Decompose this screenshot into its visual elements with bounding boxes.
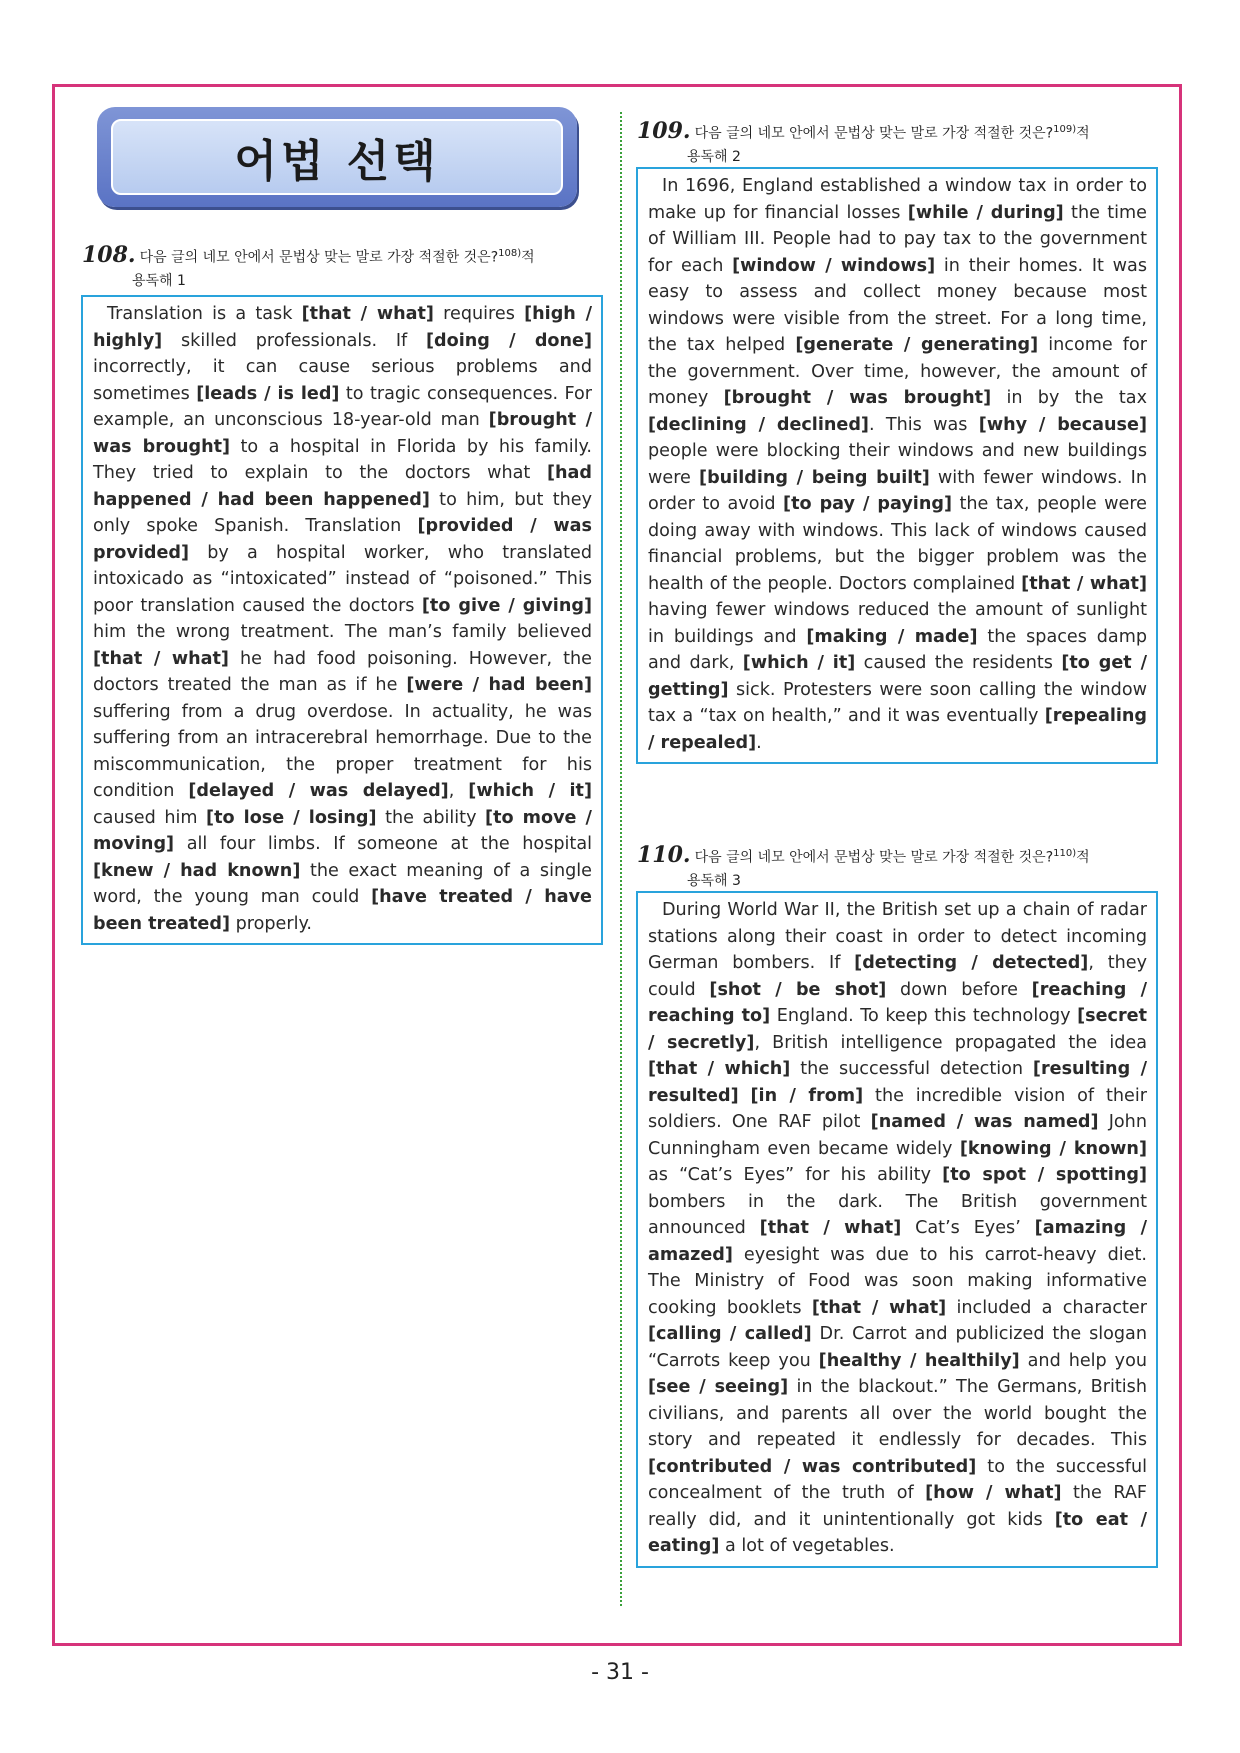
grammar-choice: [to spot / spotting] (942, 1165, 1147, 1185)
grammar-choice: [knew / had known] (93, 860, 301, 881)
section-title-plate (111, 119, 563, 195)
question-number: 108. (82, 241, 136, 268)
passage-segment: caused him (93, 807, 207, 828)
grammar-choice: [provided / was provided] (93, 516, 592, 563)
grammar-choice: [to give / giving] (421, 595, 592, 616)
grammar-choice: [resulting / resulted] (648, 1059, 1148, 1106)
passage-segment: caused the residents (855, 653, 1062, 673)
question-header-110 (637, 842, 1177, 893)
passage-segment: the RAF really did, and it unintentionally got kids (648, 1483, 1147, 1530)
passage-segment: Translation is a task (107, 304, 302, 324)
passage-box-109 (636, 167, 1158, 764)
passage-segment: incorrectly, it can cause serious problems and sometimes (93, 357, 592, 404)
grammar-choice: [calling / called] (648, 1324, 812, 1344)
grammar-choice: [how / what] (925, 1483, 1062, 1503)
passage-segment: to tragic consequences. For example, an unconscious 18-year-old man (93, 383, 592, 430)
grammar-choice: [to lose / losing] (206, 807, 377, 828)
grammar-choice: [that / what] (301, 304, 434, 324)
passage-segment: to the successful concealment of the truth of (648, 1456, 1147, 1503)
passage-segment: Cat’s Eyes’ (901, 1218, 1035, 1238)
passage-segment: the ability (376, 807, 486, 828)
grammar-choice: [declining / declined] (648, 414, 869, 435)
grammar-choice: [secret / secretly] (648, 1006, 1147, 1053)
passage-text (648, 173, 1147, 756)
passage-segment: the tax, people were doing away with windows. This lack of windows caused financial problems, but the bigger problem was the health of the people. Doctors complained (648, 494, 1148, 594)
grammar-choice: [which / it] (468, 781, 592, 801)
question-subtitle: 용독해 1 (132, 272, 186, 289)
passage-segment: In 1696, England established a window tax in order to make up for financial losses (648, 176, 1147, 223)
passage-segment: as “Cat’s Eyes” for his ability (648, 1165, 943, 1185)
passage-segment: properly. (229, 913, 312, 934)
grammar-choice: [amazing / amazed] (648, 1218, 1147, 1265)
passage-segment: to a hospital in Florida by his family. They tried to explain to the doctors what (93, 436, 592, 483)
grammar-choice: [that / what] (759, 1218, 902, 1238)
passage-segment: England. To keep this technology (770, 1006, 1078, 1026)
grammar-choice: [repealing / repealed] (648, 706, 1147, 753)
passage-segment: people were blocking their windows and new buildings were (648, 441, 1147, 488)
question-prompt-line (82, 242, 612, 270)
passage-segment: income for the government. Over time, however, the amount of money (648, 335, 1147, 408)
passage-segment: , they could (648, 953, 1147, 1000)
grammar-choice: [building / being built] (699, 467, 930, 488)
question-ref: 110) (1053, 848, 1077, 859)
passage-segment: John Cunningham even became widely (648, 1112, 1147, 1159)
grammar-choice: [brought / was brought] (93, 410, 593, 457)
grammar-choice: [in / from] (750, 1085, 864, 1106)
question-header-109 (637, 118, 1177, 169)
passage-segment: the successful detection (790, 1059, 1033, 1079)
grammar-choice: [making / made] (806, 626, 978, 647)
passage-segment: During World War II, the British set up a chain of radar stations along their coast in order to detect incoming German bombers. If (648, 900, 1147, 973)
passage-segment: by a hospital worker, who translated intoxicado as “intoxicated” instead of “poisoned.” This poor translation caused the doctors (93, 542, 592, 616)
passage-box-108 (81, 295, 603, 945)
grammar-choice: [see / seeing] (648, 1377, 789, 1397)
page-number: - 31 - (591, 1660, 649, 1685)
grammar-choice: [shot / be shot] (709, 979, 887, 1000)
grammar-choice: [why / because] (978, 414, 1147, 435)
grammar-choice: [were / had been] (406, 675, 592, 695)
passage-segment: skilled professionals. If (162, 330, 426, 351)
question-ref: 109) (1053, 124, 1077, 135)
grammar-choice: [brought / was brought] (723, 388, 992, 408)
grammar-choice: [which / it] (742, 653, 856, 673)
question-number: 110. (637, 841, 691, 868)
question-ref: 108) (498, 248, 522, 259)
passage-segment: having fewer windows reduced the amount of sunlight in buildings and (648, 600, 1147, 647)
question-ref-suffix: 적 (1076, 125, 1090, 142)
passage-segment: in by the tax (991, 388, 1147, 408)
passage-segment: the exact meaning of a single word, the young man could (93, 860, 592, 907)
question-subtitle: 용독해 2 (687, 148, 741, 165)
passage-segment: him the wrong treatment. The man’s family believed (93, 622, 592, 642)
grammar-choice: [high / highly] (93, 304, 592, 351)
grammar-choice: [window / windows] (732, 255, 936, 276)
passage-segment: eyesight was due to his carrot-heavy diet. The Ministry of Food was soon making informative cooking booklets (648, 1244, 1147, 1318)
passage-segment: all four limbs. If someone at the hospital (174, 834, 592, 854)
passage-segment: . This was (868, 414, 979, 435)
grammar-choice: [reaching / reaching to] (648, 979, 1147, 1026)
passage-text (648, 897, 1147, 1560)
grammar-choice: [to move / moving] (93, 807, 592, 854)
section-title: 어법 선택 (234, 136, 440, 187)
passage-segment: included a character (946, 1297, 1147, 1318)
grammar-choice: [to get / getting] (648, 653, 1147, 700)
passage-segment: in their homes. It was easy to assess and collect money because most windows were visible from the street. For a long time, the tax helped (648, 255, 1147, 355)
grammar-choice: [that / what] (811, 1297, 947, 1318)
question-header-108 (82, 242, 612, 293)
grammar-choice: [knowing / known] (959, 1138, 1147, 1159)
passage-segment: sick. Protesters were soon calling the window tax a “tax on health,” and it was eventually (648, 679, 1147, 726)
passage-segment: the spaces damp and dark, (648, 626, 1148, 673)
section-title-banner (97, 107, 577, 207)
passage-segment: with fewer windows. In order to avoid (648, 467, 1147, 514)
grammar-choice: [to eat / eating] (648, 1509, 1147, 1556)
question-prompt: 다음 글의 네모 안에서 문법상 맞는 말로 가장 적절한 것은? (139, 249, 499, 266)
question-subtitle: 용독해 3 (687, 872, 741, 889)
grammar-choice: [to pay / paying] (783, 494, 953, 514)
grammar-choice: [while / during] (907, 202, 1064, 223)
passage-segment: in the blackout.” The Germans, British civilians, and parents all over the world bought the story and repeated it endlessly for decades. This (648, 1377, 1147, 1450)
question-number: 109. (637, 117, 691, 144)
passage-segment: bombers in the dark. The British government announced (648, 1191, 1147, 1238)
passage-segment: he had food poisoning. However, the doctors treated the man as if he (93, 648, 592, 695)
passage-segment: requires (433, 304, 525, 324)
question-prompt-line (637, 118, 1177, 146)
question-ref-suffix: 적 (1076, 849, 1090, 866)
passage-segment: the time of William III. People had to pay tax to the government for each (648, 202, 1147, 276)
passage-segment: , (448, 781, 469, 801)
passage-segment: a lot of vegetables. (719, 1536, 895, 1556)
grammar-choice: [contributed / was contributed] (648, 1456, 977, 1477)
grammar-choice: [generate / generating] (795, 335, 1039, 355)
passage-segment: suffering from a drug overdose. In actuality, he was suffering from an intracerebral hemorrhage. Due to the miscommunication, the proper treatment for his condition (93, 701, 592, 801)
question-prompt-line (637, 842, 1177, 870)
passage-segment: down before (886, 979, 1032, 1000)
grammar-choice: [healthy / healthily] (818, 1350, 1020, 1371)
question-prompt: 다음 글의 네모 안에서 문법상 맞는 말로 가장 적절한 것은? (694, 849, 1054, 866)
passage-text (93, 301, 592, 937)
grammar-choice: [named / was named] (870, 1112, 1099, 1132)
grammar-choice: [that / which] (648, 1059, 791, 1079)
grammar-choice: [have treated / have been treated] (93, 887, 592, 934)
question-prompt: 다음 글의 네모 안에서 문법상 맞는 말로 가장 적절한 것은? (694, 125, 1054, 142)
passage-segment: and help you (1019, 1350, 1147, 1371)
grammar-choice: [delayed / was delayed] (188, 781, 449, 801)
passage-segment (739, 1086, 751, 1106)
passage-segment: Dr. Carrot and publicized the slogan “Carrots keep you (648, 1324, 1147, 1371)
passage-box-110 (636, 891, 1158, 1568)
passage-segment: . (756, 732, 762, 753)
grammar-choice: [doing / done] (425, 330, 593, 351)
passage-segment: , British intelligence propagated the idea (754, 1032, 1147, 1053)
column-divider (620, 112, 622, 1606)
grammar-choice: [had happened / had been happened] (93, 463, 592, 510)
grammar-choice: [that / what] (1021, 573, 1147, 594)
grammar-choice: [that / what] (93, 648, 229, 669)
grammar-choice: [leads / is led] (196, 383, 340, 404)
question-ref-suffix: 적 (521, 249, 535, 266)
grammar-choice: [detecting / detected] (854, 953, 1089, 973)
passage-segment: to him, but they only spoke Spanish. Translation (93, 489, 592, 536)
passage-segment: the incredible vision of their soldiers. One RAF pilot (648, 1085, 1147, 1132)
